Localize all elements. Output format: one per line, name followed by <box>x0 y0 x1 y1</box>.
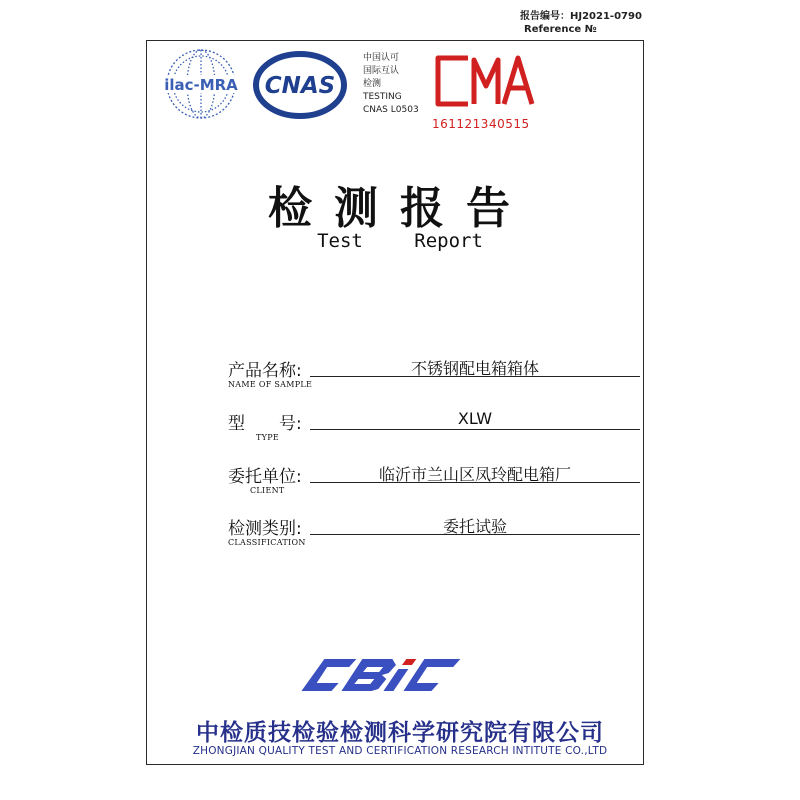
field-value: 临沂市兰山区凤玲配电箱厂 <box>378 465 571 484</box>
field-type <box>228 409 640 469</box>
field-value: 不锈钢配电箱箱体 <box>410 359 539 378</box>
field-label: 产品名称: <box>228 361 302 381</box>
cma-logo <box>428 50 536 112</box>
cnas-logo-text: CNAS <box>264 73 336 99</box>
cnas-line: 检测 <box>363 79 382 89</box>
organization-name-en: ZHONGJIAN QUALITY TEST AND CERTIFICATION RESEARCH INTITUTE CO.,LTD <box>192 745 608 757</box>
cnas-logo <box>252 50 348 120</box>
field-label: 检测类别: <box>228 519 302 539</box>
cnas-line: CNAS L0503 <box>363 105 419 115</box>
report-title-zh: 检测报告 <box>268 183 532 234</box>
field-classification <box>228 514 640 574</box>
field-label: 委托单位: <box>228 467 302 487</box>
cnas-line: 国际互认 <box>363 66 400 76</box>
field-sublabel: TYPE <box>256 433 280 442</box>
field-sublabel: CLASSIFICATION <box>228 538 306 547</box>
report-number: 报告编号：HJ2021-0790 <box>520 11 642 22</box>
field-value: XLW <box>457 409 493 428</box>
organization-name-zh: 中检质技检验检测科学研究院有限公司 <box>196 720 604 746</box>
field-sublabel: CLIENT <box>250 486 285 495</box>
field-label: 型 号: <box>228 414 302 434</box>
ilac-mra-logo <box>158 46 244 122</box>
cma-number: 161121340515 <box>432 117 530 131</box>
reference-label: Reference № <box>524 24 597 35</box>
field-sublabel: NAME OF SAMPLE <box>228 380 313 389</box>
reference-block <box>520 10 642 36</box>
cnas-line: TESTING <box>363 92 402 102</box>
cbic-logo-text: CBIC <box>296 655 299 656</box>
field-value: 委托试验 <box>442 517 507 536</box>
cma-logo-text: CMA <box>428 50 431 51</box>
field-sample-name <box>228 356 640 416</box>
ilac-logo-text: ilac-MRA <box>164 76 238 94</box>
cnas-line: 中国认可 <box>363 53 400 63</box>
cbic-logo <box>296 655 496 695</box>
field-underline <box>310 429 640 430</box>
cnas-accreditation-text <box>363 52 419 117</box>
field-client <box>228 462 640 522</box>
report-title-en: Test Report <box>317 230 483 252</box>
